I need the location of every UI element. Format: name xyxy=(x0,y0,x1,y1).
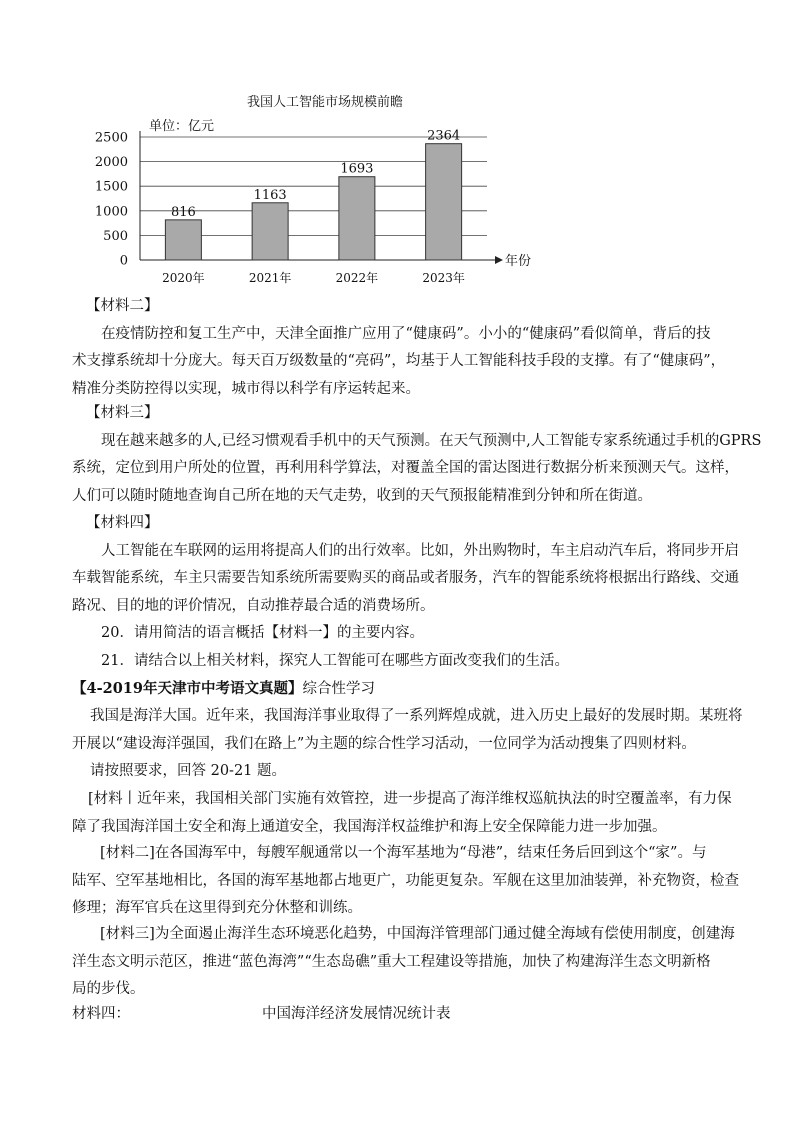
data-label: 2364 xyxy=(427,128,461,144)
material-4-line: 人工智能在车联网的运用将提高人们的出行效率。比如，外出购物时，车主启动汽车后，将同步开启 xyxy=(101,542,739,559)
ocean-material-2-line: 陆军、空军基地相比，各国的海军基地都占地更广，功能更复杂。军舰在这里加油装弹，补充物资，检查 xyxy=(72,872,739,889)
material-3-line: 现在越来越多的人,已经习惯观看手机中的天气预测。在天气预测中,人工智能专家系统通过手机的GPRS xyxy=(101,432,762,449)
bar-chart-svg xyxy=(95,90,535,295)
question-20: 20．请用简洁的语言概括【材料一】的主要内容。 xyxy=(101,625,424,641)
material-4-line: 路况、目的地的评价情况，自动推荐最合适的消费场所。 xyxy=(72,597,435,614)
section-title-source: 【4-2019年天津市中考语文真题】 xyxy=(72,680,303,697)
statistics-table-title: 中国海洋经济发展情况统计表 xyxy=(262,1006,451,1022)
material-2-heading: 【材料二】 xyxy=(86,298,159,314)
bar xyxy=(339,177,375,260)
material-2-line: 精准分类防控得以实现，城市得以科学有序运转起来。 xyxy=(72,380,420,397)
data-label: 816 xyxy=(170,204,196,220)
ocean-material-1-line: 障了我国海洋国土安全和海上通道安全，我国海洋权益维护和海上安全保障能力进一步加强。 xyxy=(72,818,667,835)
x-tick-label: 2020年 xyxy=(162,271,205,285)
material-4-line: 车载智能系统，车主只需要告知系统所需要购买的商品或者服务，汽车的智能系统将根据出行路线、交通 xyxy=(72,570,739,586)
chart-title: 我国人工智能市场规模前瞻 xyxy=(246,95,404,110)
ocean-material-4-label: 材料四： xyxy=(72,1006,130,1022)
y-tick-label: 0 xyxy=(119,253,128,269)
y-tick-label: 1000 xyxy=(95,204,128,220)
bar xyxy=(252,203,288,260)
y-tick-label: 2000 xyxy=(95,155,128,171)
x-tick-label: 2023年 xyxy=(422,271,465,285)
section-title-topic: 综合性学习 xyxy=(302,681,375,697)
ocean-material-3 xyxy=(72,921,735,1004)
data-label: 1163 xyxy=(253,187,287,203)
intro-instruction: 请按照要求，回答 20-21 题。 xyxy=(90,763,287,779)
material-3-line: 人们可以随时随地查询自己所在地的天气走势，收到的天气预报能精准到分钟和所在街道。 xyxy=(72,487,652,504)
material-3 xyxy=(72,400,762,510)
material-2-line: 在疫情防控和复工生产中，天津全面推广应用了“健康码”。小小的“健康码”看似简单，背后的技 xyxy=(101,325,711,342)
ocean-material-2-line: 修理；海军官兵在这里得到充分休整和训练。 xyxy=(72,900,362,916)
bar-chart xyxy=(95,90,535,295)
material-3-line: 系统，定位到用户所处的位置，再利用科学算法，对覆盖全国的雷达图进行数据分析来预测天气。这样， xyxy=(72,460,739,476)
x-axis-arrow xyxy=(495,256,503,264)
ocean-material-1-line: [材料丨近年来，我国相关部门实施有效管控，进一步提高了海洋维权巡航执法的时空覆盖率，有力保 xyxy=(88,791,732,807)
section-title xyxy=(72,675,722,704)
y-tick-label: 2500 xyxy=(95,130,128,146)
x-tick-label: 2022年 xyxy=(335,271,379,285)
intro xyxy=(72,703,743,786)
ocean-material-2 xyxy=(72,840,739,923)
material-4 xyxy=(72,510,739,620)
bar xyxy=(426,144,462,260)
material-2 xyxy=(72,293,726,403)
y-axis-label: 单位：亿元 xyxy=(149,119,215,134)
y-tick-label: 500 xyxy=(103,228,128,244)
y-tick-label: 1500 xyxy=(95,179,128,195)
ocean-material-1 xyxy=(72,786,732,841)
ocean-material-2-line: [材料二]在各国海军中，每艘军舰通常以一个海军基地为“母港”，结束任务后回到这个“家”。与 xyxy=(100,845,707,861)
question-21: 21．请结合以上相关材料，探究人工智能可在哪些方面改变我们的生活。 xyxy=(101,652,569,669)
ocean-material-3-line: 洋生态文明示范区，推进“蓝色海湾”“生态岛礁”重大工程建设等措施，加快了构建海洋生态文明新格 xyxy=(72,953,711,970)
material-2-line: 术支撑系统却十分庞大。每天百万级数量的“亮码”，均基于人工智能科技手段的支撑。有了“健康码”， xyxy=(72,353,726,369)
questions xyxy=(72,620,722,675)
x-axis-label: 年份 xyxy=(505,254,532,269)
data-label: 1693 xyxy=(340,161,374,177)
ocean-material-4 xyxy=(72,1001,722,1029)
intro-line: 开展以“建设海洋强国，我们在路上”为主题的综合性学习活动，一位同学为活动搜集了四则材料。 xyxy=(72,735,696,752)
x-tick-label: 2021年 xyxy=(248,271,292,285)
ocean-material-3-line: 局的步伐。 xyxy=(72,981,145,997)
material-3-heading: 【材料三】 xyxy=(86,405,159,421)
material-4-heading: 【材料四】 xyxy=(86,515,159,531)
intro-line: 我国是海洋大国。近年来，我国海洋事业取得了一系列辉煌成就，进入历史上最好的发展时期。某班将 xyxy=(90,708,743,724)
bar xyxy=(165,220,201,260)
ocean-material-3-line: [材料三]为全面遏止海洋生态环境恶化趋势，中国海洋管理部门通过健全海域有偿使用制度，创建海 xyxy=(100,926,735,942)
